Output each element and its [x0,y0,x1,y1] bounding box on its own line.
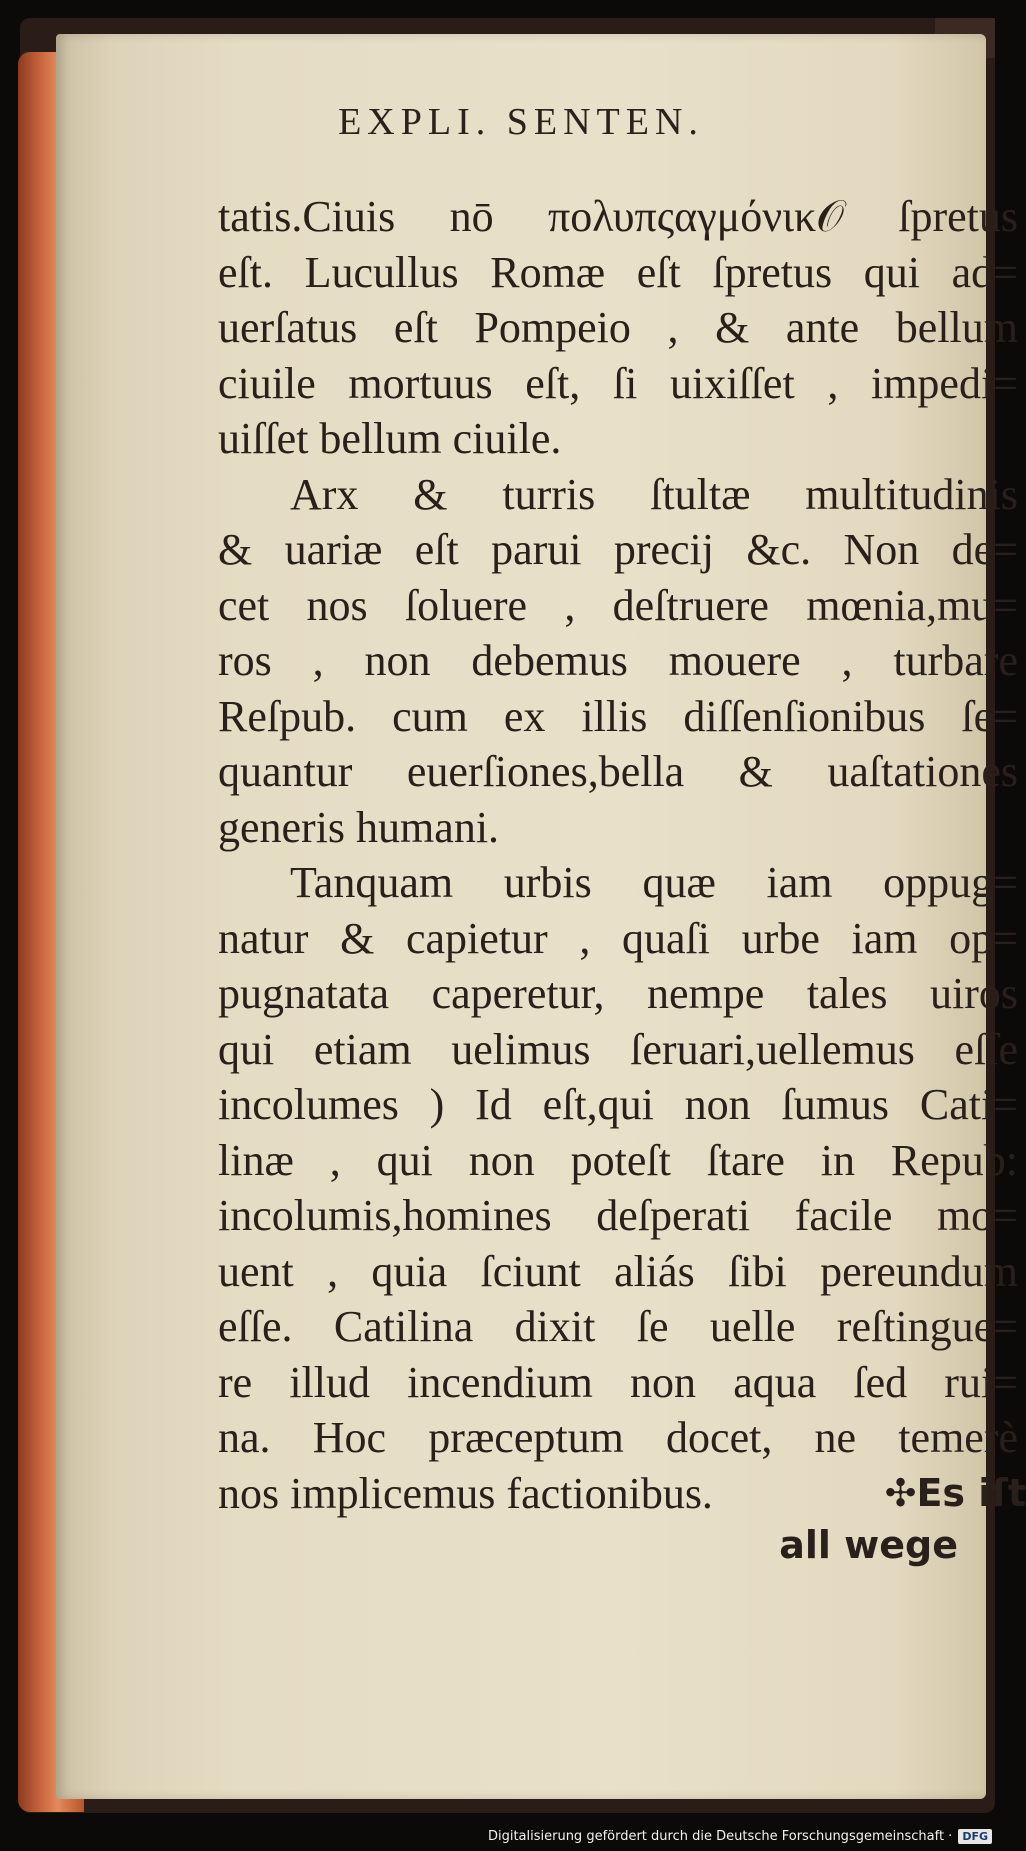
text-line: natur & capietur , quaſi urbe iam op= [218,913,1018,963]
text-line: incolumes ) Id eſt,qui non ſumus Cati= [218,1080,1018,1129]
text-line: Arx & turris ſtultæ multitudinis [290,469,1018,519]
text-line: & uariæ eſt parui precij &c. Non de= [218,525,1018,574]
book-page [56,34,1026,1799]
text-line: generis humani. [218,802,500,852]
digitization-footer [488,1825,992,1847]
text-line: cet nos ſoluere , deſtruere mœnia,mu= [218,580,1018,630]
catchword: all wege [779,1523,958,1567]
text-line: uiſſet bellum ciuile. [218,414,562,463]
footer-credit: Digitalisierung gefördert durch die Deutsche Forschungsgemeinschaft · [487,1828,953,1844]
text-line: eſt. Lucullus Romæ eſt ſpretus qui ad= [218,247,1018,297]
body-text [218,189,1026,1521]
text-line: incolumis,homines deſperati facile mo= [218,1191,1018,1240]
text-line: nos implicemus factionibus. [218,1468,713,1518]
text-line: na. Hoc præceptum docet, ne temerè [218,1413,1018,1462]
text-line: eſſe. Catilina dixit ſe uelle reſtingue= [218,1302,1018,1351]
text-line: uerſatus eſt Pompeio , & ante bellum [218,303,1018,352]
text-line: Tanquam urbis quæ iam oppug= [290,858,1018,907]
text-line: linæ , qui non poteſt ſtare in Repub: [218,1135,1018,1185]
marginal-blackletter-note: ✣Es iſt [884,1470,1026,1515]
text-line: tatis.Ciuis nō πολυπςαγμόνικ𝒪 ſpretus [218,192,1018,241]
dfg-logo: DFG [958,1829,992,1844]
text-line: ciuile mortuus eſt, ſi uixiſſet , impedi= [218,358,1018,408]
text-line: re illud incendium non aqua ſed rui= [218,1357,1018,1407]
text-line: qui etiam uelimus ſeruari,uellemus eſſe [218,1024,1018,1074]
text-line: quantur euerſiones,bella & uaſtationes [218,747,1018,796]
text-line: uent , quia ſciunt aliás ſibi pereundum [218,1246,1018,1296]
text-line: Reſpub. cum ex illis diſſenſionibus ſe= [218,691,1018,741]
text-line: pugnatata caperetur, nempe tales uiros [218,969,1018,1018]
text-line: ros , non debemus mouere , turbare [218,636,1018,685]
running-head: EXPLI. SENTEN. [338,101,704,143]
